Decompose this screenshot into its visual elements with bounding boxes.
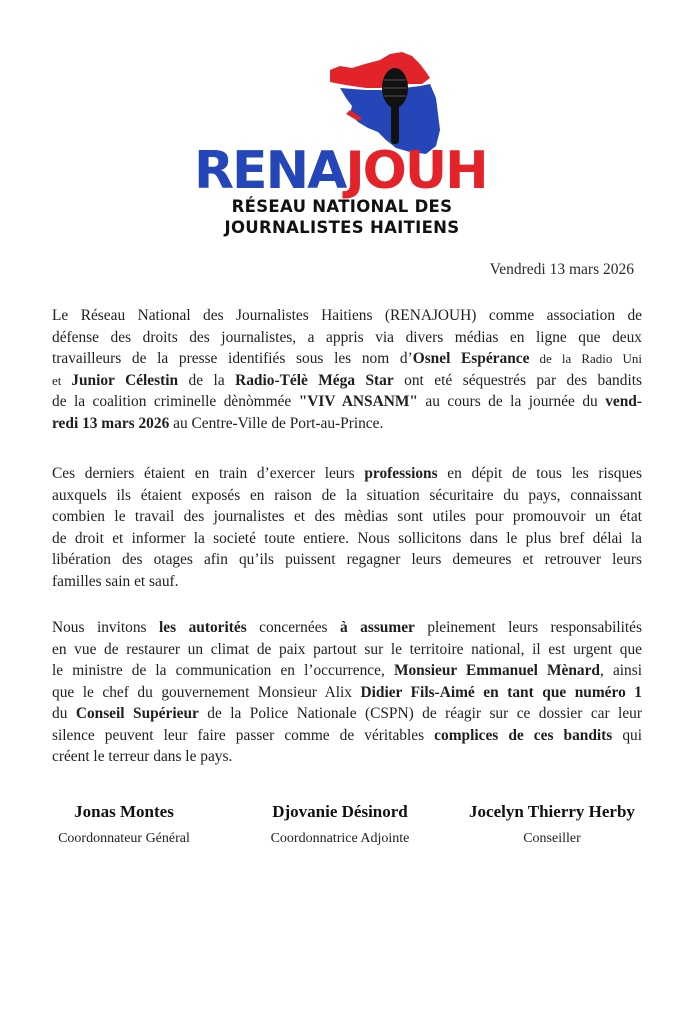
signatory-title: Conseiller <box>523 831 581 846</box>
p3-line: silence peuvent leur faire passer comme de véritables complices de ces bandits qui <box>52 726 643 744</box>
p1-line: travailleurs de la presse identifiés sous les nom d’Osnel Espérance de la Radio Uni <box>52 350 642 367</box>
signatory-name: Jonas Montes <box>74 802 174 821</box>
signatory-1 <box>34 802 214 847</box>
p3-line: du Conseil Supérieur de la Police Nationale (CSPN) de réagir sur ce dossier car leur <box>52 705 642 722</box>
map-red-band <box>330 52 430 88</box>
renajouh-logo <box>190 48 487 201</box>
p2-line: libération des otages afin qu’ils puissent regagner leurs demeures et retrouver leurs <box>52 551 642 568</box>
p3-line: le ministre de la communication en l’occurrence, Monsieur Emmanuel Mènard, ainsi <box>52 662 643 679</box>
p3-line: créent le terreur dans le pays. <box>52 748 233 765</box>
p2-line: Ces derniers étaient en train d’exercer leurs professions en dépit de tous les risques <box>52 465 642 482</box>
p1-line: Le Réseau National des Journalistes Haitiens (RENAJOUH) comme association de <box>52 307 642 324</box>
signatory-name: Jocelyn Thierry Herby <box>469 802 635 821</box>
logo-wordmark: RENAJOUH <box>194 141 487 201</box>
p1-line: redi 13 mars 2026 au Centre-Ville de Port-au-Prince. <box>52 414 384 432</box>
p2-line: combien le travail des journalistes et des mèdias sont utiles pour promouvoir un état <box>52 508 642 525</box>
org-name-line2: JOURNALISTES HAITIENS <box>224 218 460 237</box>
signatory-3 <box>452 802 652 847</box>
p1-line: de la coalition criminelle dènòmmée "VIV ANSANM" au cours de la journée du vend- <box>52 393 642 410</box>
signatory-title: Coordonnatrice Adjointe <box>270 831 410 846</box>
paragraph-3 <box>52 617 642 768</box>
p3-line: en vue de restaurer un climat de paix partout sur le territoire national, il est urgent que <box>52 640 642 658</box>
org-name-line1: RÉSEAU NATIONAL DES <box>231 197 453 216</box>
signatory-title: Coordonnateur Général <box>58 831 190 846</box>
document-date: Vendredi 13 mars 2026 <box>489 261 634 278</box>
p2-line: auxquels ils étaient exposés en raison de la situation sécuritaire du pays, connaissant <box>52 486 642 504</box>
p2-line: familles sain et sauf. <box>52 572 179 590</box>
p1-line: défense des droits des journalistes, a appris via divers médias en ligne que deux <box>52 328 642 346</box>
p2-line: de droit et informer la societé toute entiere. Nous sollicitons dans le plus bref délai la <box>52 529 642 547</box>
paragraph-2 <box>52 463 642 592</box>
p1-line: et Junior Célestin de la Radio-Télè Méga Star ont eté séquestrés par des bandits <box>52 371 642 389</box>
signatory-2 <box>245 802 435 847</box>
p3-line: que le chef du gouvernement Monsieur Alix Didier Fils-Aimé en tant que numéro 1 <box>52 683 642 701</box>
p3-line: Nous invitons les autorités concernées à assumer pleinement leurs responsabilités <box>52 619 642 636</box>
signatory-name: Djovanie Désinord <box>272 802 408 821</box>
paragraph-1 <box>52 305 642 434</box>
